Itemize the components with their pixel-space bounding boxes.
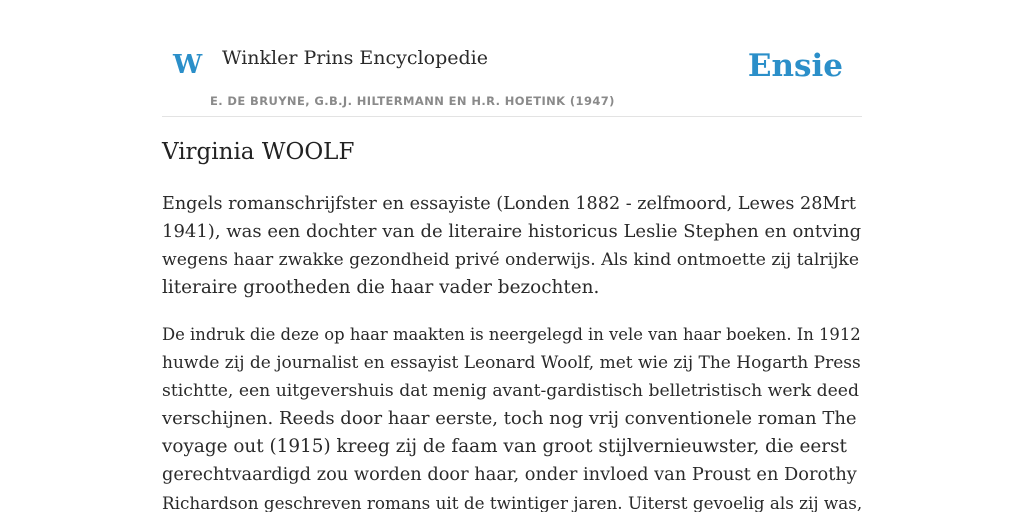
paragraph-line: De indruk die deze op haar maakten is neergelegd in vele van haar boeken. In 1912 bbox=[162, 324, 861, 344]
paragraph-line: literaire grootheden die haar vader bezochten. bbox=[162, 276, 600, 298]
paragraph-1 bbox=[162, 190, 862, 302]
article bbox=[162, 138, 862, 512]
article-title: Virginia WOOLF bbox=[162, 139, 355, 165]
site-header bbox=[162, 0, 862, 117]
paragraph-line: verschijnen. Reeds door haar eerste, toch nog vrij conventionele roman The bbox=[162, 407, 857, 429]
winkler-prins-logo[interactable]: W bbox=[173, 50, 203, 80]
paragraph-line: gerechtvaardigd zou worden door haar, onder invloed van Proust en Dorothy bbox=[162, 463, 857, 485]
paragraph-line: Engels romanschrijfster en essayiste (Londen 1882 - zelfmoord, Lewes 28Mrt bbox=[162, 193, 856, 214]
paragraph-line: stichtte, een uitgevershuis dat menig avant-gardistisch belletristisch werk deed bbox=[162, 380, 859, 401]
encyclopedia-authors: E. DE BRUYNE, G.B.J. HILTERMANN EN H.R. HOETINK (1947) bbox=[210, 94, 615, 108]
paragraph-line: 1941), was een dochter van de literaire historicus Leslie Stephen en ontving bbox=[162, 220, 862, 242]
ensie-logo[interactable]: Ensie bbox=[747, 48, 843, 84]
paragraph-line: Richardson geschreven romans uit de twintiger jaren. Uiterst gevoelig als zij was, bbox=[162, 492, 863, 512]
paragraph-line: wegens haar zwakke gezondheid privé onderwijs. Als kind ontmoette zij talrijke bbox=[162, 249, 859, 270]
paragraph-line: voyage out (1915) kreeg zij de faam van groot stijlvernieuwster, die eerst bbox=[162, 435, 847, 457]
paragraph-2 bbox=[162, 321, 862, 512]
encyclopedia-title[interactable]: Winkler Prins Encyclopedie bbox=[222, 47, 488, 69]
paragraph-line: huwde zij de journalist en essayist Leonard Woolf, met wie zij The Hogarth Press bbox=[162, 352, 861, 373]
article-body bbox=[162, 190, 862, 512]
